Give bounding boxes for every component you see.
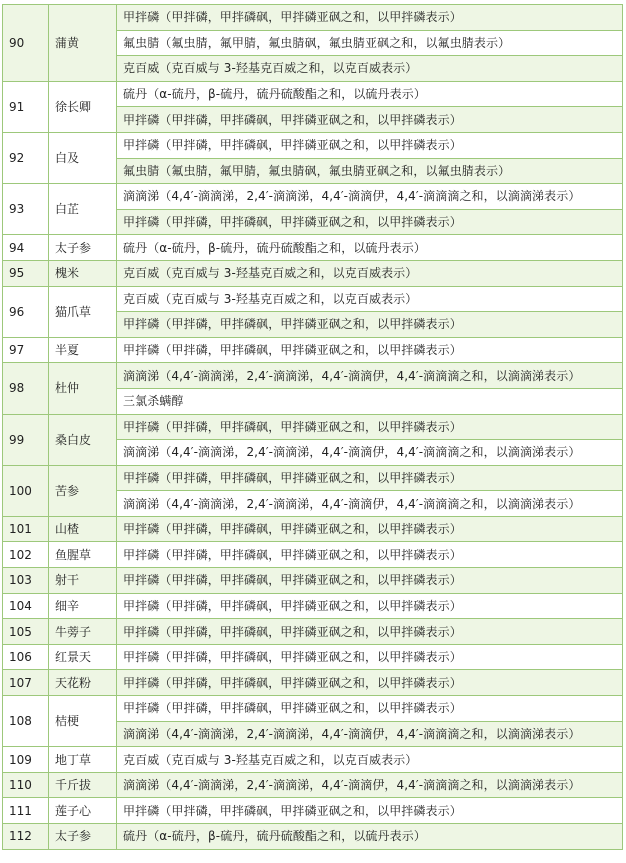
table-row: [3, 644, 623, 670]
herb-name-cell: 千斤拔: [49, 772, 117, 798]
pesticide-cell: 硫丹（α-硫丹，β-硫丹，硫丹硫酸酯之和，以硫丹表示）: [117, 824, 623, 850]
row-number-cell: 111: [3, 798, 49, 824]
row-number-cell: 96: [3, 286, 49, 337]
pesticide-cell: 甲拌磷（甲拌磷，甲拌磷砜，甲拌磷亚砜之和，以甲拌磷表示）: [117, 312, 623, 338]
table-row: [3, 747, 623, 773]
table-row: [3, 670, 623, 696]
pesticide-cell: 氟虫腈（氟虫腈，氟甲腈，氟虫腈砜，氟虫腈亚砜之和，以氟虫腈表示）: [117, 30, 623, 56]
table-row: [3, 824, 623, 850]
pesticide-cell: 甲拌磷（甲拌磷，甲拌磷砜，甲拌磷亚砜之和，以甲拌磷表示）: [117, 593, 623, 619]
row-number-cell: 103: [3, 568, 49, 594]
table-row: [3, 619, 623, 645]
table-row: [3, 235, 623, 261]
row-number-cell: 90: [3, 5, 49, 82]
table-row: [3, 414, 623, 440]
pesticide-cell: 硫丹（α-硫丹，β-硫丹，硫丹硫酸酯之和，以硫丹表示）: [117, 235, 623, 261]
table-row: [3, 798, 623, 824]
table-body: [3, 5, 623, 850]
herb-name-cell: 牛蒡子: [49, 619, 117, 645]
pesticide-cell: 甲拌磷（甲拌磷，甲拌磷砜，甲拌磷亚砜之和，以甲拌磷表示）: [117, 5, 623, 31]
table-row: [3, 568, 623, 594]
herb-name-cell: 射干: [49, 568, 117, 594]
pesticide-cell: 甲拌磷（甲拌磷，甲拌磷砜，甲拌磷亚砜之和，以甲拌磷表示）: [117, 414, 623, 440]
pesticide-cell: 甲拌磷（甲拌磷，甲拌磷砜，甲拌磷亚砜之和，以甲拌磷表示）: [117, 542, 623, 568]
table-row: [3, 184, 623, 210]
pesticide-cell: 甲拌磷（甲拌磷，甲拌磷砜，甲拌磷亚砜之和，以甲拌磷表示）: [117, 696, 623, 722]
herb-name-cell: 太子参: [49, 235, 117, 261]
herb-name-cell: 蒲黄: [49, 5, 117, 82]
table-row: [3, 542, 623, 568]
herb-name-cell: 白及: [49, 132, 117, 183]
table-row: [3, 81, 623, 107]
table-row: [3, 772, 623, 798]
pesticide-cell: 甲拌磷（甲拌磷，甲拌磷砜，甲拌磷亚砜之和，以甲拌磷表示）: [117, 644, 623, 670]
row-number-cell: 92: [3, 132, 49, 183]
pesticide-cell: 滴滴涕（4,4′-滴滴涕，2,4′-滴滴涕，4,4′-滴滴伊，4,4′-滴滴滴之和，以滴滴涕表示）: [117, 491, 623, 517]
pesticide-cell: 克百威（克百威与 3-羟基克百威之和，以克百威表示）: [117, 260, 623, 286]
row-number-cell: 101: [3, 516, 49, 542]
pesticide-cell: 滴滴涕（4,4′-滴滴涕，2,4′-滴滴涕，4,4′-滴滴伊，4,4′-滴滴滴之和，以滴滴涕表示）: [117, 184, 623, 210]
pesticide-cell: 甲拌磷（甲拌磷，甲拌磷砜，甲拌磷亚砜之和，以甲拌磷表示）: [117, 209, 623, 235]
pesticide-cell: 氟虫腈（氟虫腈，氟甲腈，氟虫腈砜，氟虫腈亚砜之和，以氟虫腈表示）: [117, 158, 623, 184]
row-number-cell: 106: [3, 644, 49, 670]
pesticide-cell: 甲拌磷（甲拌磷，甲拌磷砜，甲拌磷亚砜之和，以甲拌磷表示）: [117, 132, 623, 158]
row-number-cell: 112: [3, 824, 49, 850]
row-number-cell: 107: [3, 670, 49, 696]
pesticide-cell: 甲拌磷（甲拌磷，甲拌磷砜，甲拌磷亚砜之和，以甲拌磷表示）: [117, 337, 623, 363]
pesticide-cell: 滴滴涕（4,4′-滴滴涕，2,4′-滴滴涕，4,4′-滴滴伊，4,4′-滴滴滴之和，以滴滴涕表示）: [117, 363, 623, 389]
herb-name-cell: 太子参: [49, 824, 117, 850]
row-number-cell: 95: [3, 260, 49, 286]
pesticide-cell: 三氯杀螨醇: [117, 388, 623, 414]
herb-name-cell: 鱼腥草: [49, 542, 117, 568]
row-number-cell: 97: [3, 337, 49, 363]
row-number-cell: 93: [3, 184, 49, 235]
pesticide-cell: 克百威（克百威与 3-羟基克百威之和，以克百威表示）: [117, 56, 623, 82]
pesticide-cell: 甲拌磷（甲拌磷，甲拌磷砜，甲拌磷亚砜之和，以甲拌磷表示）: [117, 670, 623, 696]
pesticide-cell: 甲拌磷（甲拌磷，甲拌磷砜，甲拌磷亚砜之和，以甲拌磷表示）: [117, 516, 623, 542]
row-number-cell: 94: [3, 235, 49, 261]
row-number-cell: 108: [3, 696, 49, 747]
herb-name-cell: 白芷: [49, 184, 117, 235]
row-number-cell: 102: [3, 542, 49, 568]
herb-name-cell: 杜仲: [49, 363, 117, 414]
herb-name-cell: 莲子心: [49, 798, 117, 824]
pesticide-cell: 甲拌磷（甲拌磷，甲拌磷砜，甲拌磷亚砜之和，以甲拌磷表示）: [117, 798, 623, 824]
pesticide-cell: 滴滴涕（4,4′-滴滴涕，2,4′-滴滴涕，4,4′-滴滴伊，4,4′-滴滴滴之和，以滴滴涕表示）: [117, 772, 623, 798]
row-number-cell: 110: [3, 772, 49, 798]
row-number-cell: 98: [3, 363, 49, 414]
pesticide-cell: 甲拌磷（甲拌磷，甲拌磷砜，甲拌磷亚砜之和，以甲拌磷表示）: [117, 568, 623, 594]
row-number-cell: 109: [3, 747, 49, 773]
table-row: [3, 337, 623, 363]
pesticide-cell: 克百威（克百威与 3-羟基克百威之和，以克百威表示）: [117, 286, 623, 312]
pesticide-cell: 滴滴涕（4,4′-滴滴涕，2,4′-滴滴涕，4,4′-滴滴伊，4,4′-滴滴滴之和，以滴滴涕表示）: [117, 440, 623, 466]
row-number-cell: 104: [3, 593, 49, 619]
herb-name-cell: 细辛: [49, 593, 117, 619]
herb-name-cell: 山楂: [49, 516, 117, 542]
herb-name-cell: 地丁草: [49, 747, 117, 773]
row-number-cell: 105: [3, 619, 49, 645]
pesticide-cell: 硫丹（α-硫丹，β-硫丹，硫丹硫酸酯之和，以硫丹表示）: [117, 81, 623, 107]
table-row: [3, 260, 623, 286]
table-row: [3, 593, 623, 619]
row-number-cell: 99: [3, 414, 49, 465]
pesticide-residue-table: [2, 4, 623, 850]
herb-name-cell: 天花粉: [49, 670, 117, 696]
herb-name-cell: 红景天: [49, 644, 117, 670]
table-row: [3, 5, 623, 31]
table-row: [3, 363, 623, 389]
herb-name-cell: 苦参: [49, 465, 117, 516]
pesticide-cell: 克百威（克百威与 3-羟基克百威之和，以克百威表示）: [117, 747, 623, 773]
row-number-cell: 91: [3, 81, 49, 132]
table-row: [3, 696, 623, 722]
herb-name-cell: 槐米: [49, 260, 117, 286]
table-row: [3, 516, 623, 542]
pesticide-cell: 滴滴涕（4,4′-滴滴涕，2,4′-滴滴涕，4,4′-滴滴伊，4,4′-滴滴滴之和，以滴滴涕表示）: [117, 721, 623, 747]
pesticide-cell: 甲拌磷（甲拌磷，甲拌磷砜，甲拌磷亚砜之和，以甲拌磷表示）: [117, 107, 623, 133]
pesticide-cell: 甲拌磷（甲拌磷，甲拌磷砜，甲拌磷亚砜之和，以甲拌磷表示）: [117, 619, 623, 645]
herb-name-cell: 半夏: [49, 337, 117, 363]
herb-name-cell: 猫爪草: [49, 286, 117, 337]
table-row: [3, 286, 623, 312]
row-number-cell: 100: [3, 465, 49, 516]
pesticide-cell: 甲拌磷（甲拌磷，甲拌磷砜，甲拌磷亚砜之和，以甲拌磷表示）: [117, 465, 623, 491]
herb-name-cell: 桔梗: [49, 696, 117, 747]
herb-name-cell: 徐长卿: [49, 81, 117, 132]
table-row: [3, 465, 623, 491]
herb-name-cell: 桑白皮: [49, 414, 117, 465]
table-row: [3, 132, 623, 158]
